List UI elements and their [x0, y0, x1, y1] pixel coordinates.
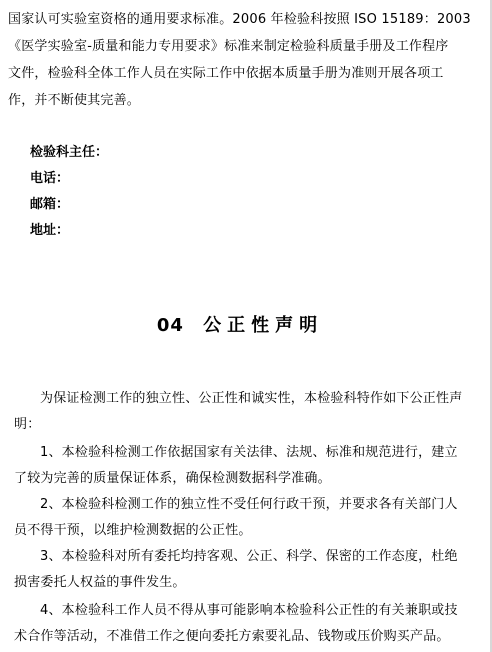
intro-line-3: 文件，检验科全体工作人员在实际工作中依据本质量手册为准则开展各项工: [8, 66, 444, 81]
statement-item-3-line-1: 3、本检验科对所有委托均持客观、公正、科学、保密的工作态度，杜绝: [40, 549, 458, 564]
email-label: 邮箱：: [30, 197, 70, 212]
statement-intro-line-2: 明：: [14, 417, 41, 432]
statement-item-1-line-1: 1、本检验科检测工作依据国家有关法律、法规、标准和规范进行，建立: [40, 445, 458, 460]
phone-label: 电话：: [30, 171, 70, 186]
statement-intro-line-1: 为保证检测工作的独立性、公正性和诚实性，本检验科特作如下公正性声: [40, 391, 463, 406]
intro-line-1: 国家认可实验室资格的通用要求标准。2006 年检验科按照 ISO 15189：2003: [8, 12, 471, 27]
statement-item-2-line-1: 2、本检验科检测工作的独立性不受任何行政干预，并要求各有关部门人: [40, 497, 458, 512]
section-heading: [0, 311, 480, 337]
intro-line-4: 作，并不断使其完善。: [8, 93, 141, 108]
intro-line-2: 《医学实验室-质量和能力专用要求》标准来制定检验科质量手册及工作程序: [8, 39, 449, 54]
statement-item-1-line-2: 了较为完善的质量保证体系，确保检测数据科学准确。: [14, 471, 331, 486]
statement-item-2-line-2: 员不得干预，以维护检测数据的公正性。: [14, 523, 252, 538]
director-label: 检验科主任：: [30, 145, 109, 160]
statement-item-4-line-1: 4、本检验科工作人员不得从事可能影响本检验科公正性的有关兼职或技: [40, 603, 458, 618]
statement-item-3-line-2: 损害委托人权益的事件发生。: [14, 575, 186, 590]
section-title: 公正性声明: [203, 315, 324, 336]
section-number: 04: [156, 315, 184, 336]
statement-item-4-line-2: 术合作等活动，不准借工作之便向委托方索要礼品、钱物或压价购买产品。: [14, 629, 450, 644]
address-label: 地址：: [30, 223, 70, 238]
